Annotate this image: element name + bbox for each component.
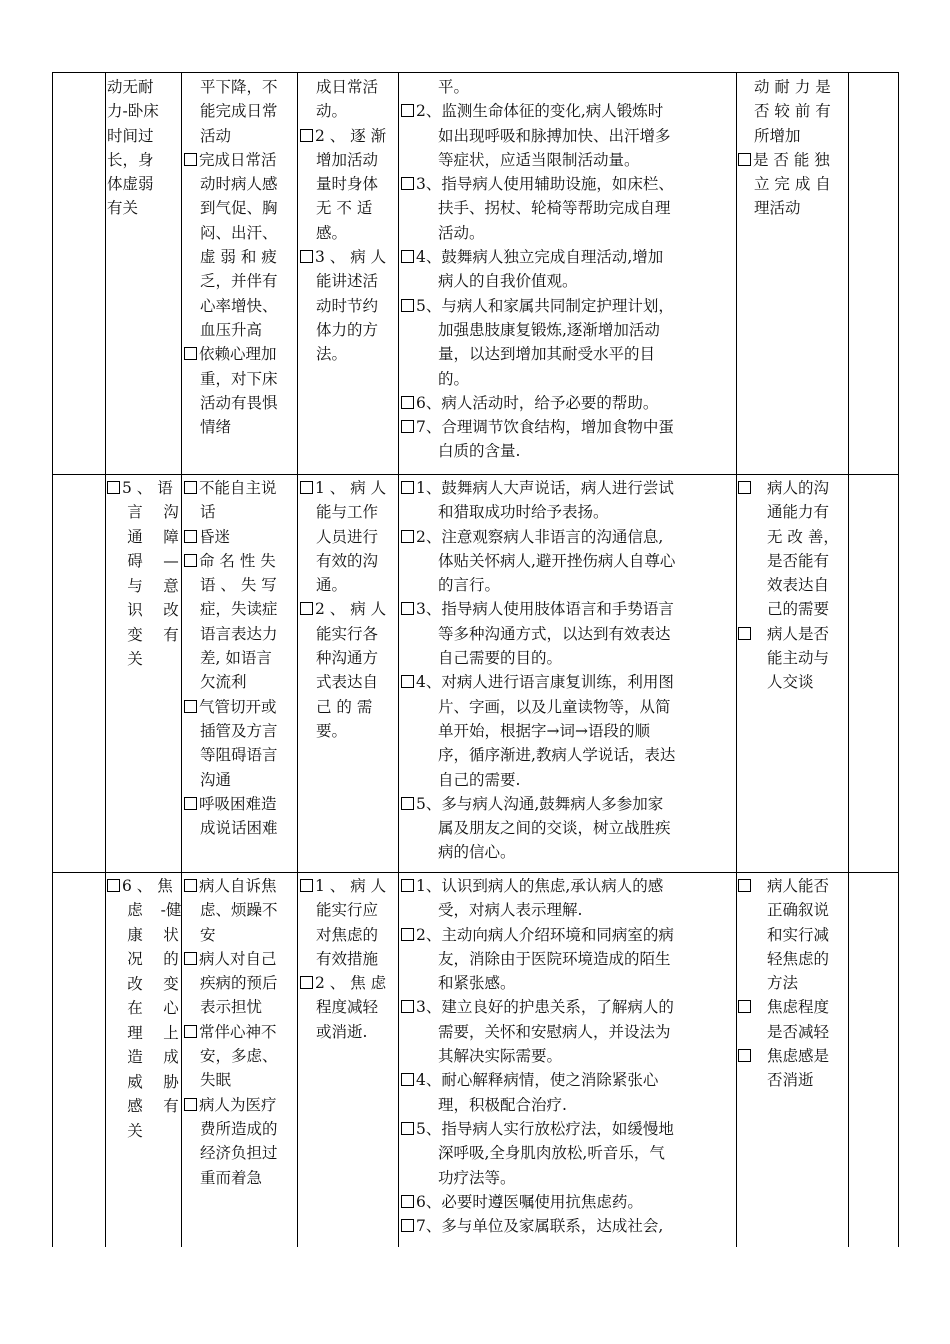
checkbox-icon <box>184 952 197 965</box>
checkbox-icon <box>401 602 414 615</box>
column-divider <box>297 72 298 1247</box>
row3-diagnosis-left: 虑 康 况 改 在 理 造 威 感 关 <box>127 901 143 1140</box>
checkbox-icon <box>401 928 414 941</box>
checkbox-icon <box>300 129 313 142</box>
checkbox-icon <box>184 1098 197 1111</box>
row3-evaluation: 病人能否 正确叙说 和实行减 轻焦虑的 方法 焦虑程度 是否减轻 焦虑感是 否消逝 <box>738 874 829 1093</box>
checkbox-icon <box>401 177 414 190</box>
checkbox-icon <box>401 250 414 263</box>
checkbox-icon <box>184 1025 197 1038</box>
row-divider <box>52 872 899 873</box>
checkbox-icon <box>738 481 751 494</box>
checkbox-icon <box>401 104 414 117</box>
row1-interventions: 平。 2、监测生命体征的变化,病人锻炼时 如出现呼吸和脉搏加快、出汗增多 等症状，应适当限制活动量。 3、指导病人使用辅助设施，如床栏、 扶手、拐杖、轮椅等帮助完成自理 活动。 4、鼓舞病人独立完成自理活动,增加 病人的自我价值观。 5、与病人和家属共同制定护理计划， 加强患肢康复锻炼,逐渐增加活动 量，以达到增加其耐受水平的目 的。 6、病人活动时，给予必要的帮助。 7、合理调节饮食结构，增加食物中蛋 白质的含量. <box>401 75 674 464</box>
checkbox-icon <box>401 530 414 543</box>
checkbox-icon <box>401 879 414 892</box>
column-divider <box>52 72 53 1247</box>
checkbox-icon <box>184 797 197 810</box>
column-divider <box>848 72 849 1247</box>
checkbox-icon <box>401 1073 414 1086</box>
checkbox-icon <box>401 420 414 433</box>
checkbox-icon <box>738 1049 751 1062</box>
checkbox-icon <box>401 1219 414 1232</box>
checkbox-icon <box>300 976 313 989</box>
checkbox-icon <box>300 602 313 615</box>
checkbox-icon <box>401 1122 414 1135</box>
row3-diagnosis-right: -健 状 的 变 心 上 成 胁 有 <box>160 901 182 1115</box>
checkbox-icon <box>738 627 751 640</box>
checkbox-icon <box>107 481 120 494</box>
checkbox-icon <box>184 700 197 713</box>
row2-diagnosis-left: 言 通 碍 与 识 变 关 <box>127 503 143 668</box>
row1-diagnosis: 动无耐 力-卧床 时间过 长，身 体虚弱 有关 <box>107 78 159 218</box>
row3-diagnosis-head: 6 、 焦 <box>107 874 173 898</box>
column-divider <box>105 72 106 1247</box>
column-divider <box>398 72 399 1247</box>
checkbox-icon <box>184 481 197 494</box>
checkbox-icon <box>184 530 197 543</box>
table-top-border <box>52 72 899 73</box>
checkbox-icon <box>184 347 197 360</box>
checkbox-icon <box>401 481 414 494</box>
row2-diagnosis-right: 沟 障 — 意 改 有 <box>163 503 179 644</box>
checkbox-icon <box>738 879 751 892</box>
checkbox-icon <box>738 1000 751 1013</box>
checkbox-icon <box>300 481 313 494</box>
checkbox-icon <box>300 879 313 892</box>
checkbox-icon <box>184 153 197 166</box>
row2-interventions: 1、鼓舞病人大声说话，病人进行尝试 和猎取成功时给予表扬。 2、注意观察病人非语言的沟通信息, 体贴关怀病人,避开挫伤病人自尊心 的言行。 3、指导病人使用肢体语言和手势语言 等多种沟通方式，以达到有效表达 自己需要的目的。 4、对病人进行语言康复训练，利用图 片、字画，以及儿童读物等，从简 单开始，根据字→词→语段的顺 序，循序渐进,教病人学说话，表达 自己的需要. 5、多与病人沟通,鼓舞病人多参加家 属及朋友之间的交谈，树立战胜疾 病的信心。 <box>401 476 675 865</box>
checkbox-icon <box>401 1000 414 1013</box>
row2-evidence: 不能自主说 话 昏迷 命 名 性 失 语 、 失 写 症，失读症 语言表达力 差, 如语言 欠流利 气管切开或 插管及方言 等阻碍语言 沟通 呼吸困难造 成说话困难 <box>184 476 278 840</box>
row1-evaluation: 动 耐 力 是 否 较 前 有 所增加 是 否 能 独 立 完 成 自 理活动 <box>738 75 831 221</box>
row1-evidence: 平下降，不 能完成日常 活动 完成日常活 动时病人感 到气促、胸 闷、出汗、 虚 弱 和 疲 乏，并伴有 心率增快、 血压升高 依赖心理加 重，对下床 活动有畏惧 情绪 <box>184 75 278 439</box>
checkbox-icon <box>300 250 313 263</box>
checkbox-icon <box>401 675 414 688</box>
row3-goals: 1 、 病 人 能实行应 对焦虑的 有效措施 2 、 焦 虑 程度减轻 或消逝. <box>300 874 386 1044</box>
row2-diagnosis-head: 5 、 语 <box>107 476 173 500</box>
row2-goals: 1 、 病 人 能与工作 人员进行 有效的沟 通。 2 、 病 人 能实行各 种沟通方 式表达自 己 的 需 要。 <box>300 476 386 743</box>
row3-interventions: 1、认识到病人的焦虑,承认病人的感 受，对病人表示理解. 2、主动向病人介绍环境和同病室的病 友，消除由于医院环境造成的陌生 和紧张感。 3、建立良好的护患关系，了解病人的 需要，关怀和安慰病人，并设法为 其解决实际需要。 4、耐心解释病情，使之消除紧张心 理，积极配合治疗. 5、指导病人实行放松疗法，如缓慢地 深呼吸,全身肌肉放松,听音乐，气 功疗法等。 6、必要时遵医嘱使用抗焦虑药。 7、多与单位及家属联系，达成社会, <box>401 874 674 1238</box>
row3-evidence: 病人自诉焦 虑、烦躁不 安 病人对自己 疾病的预后 表示担忧 常伴心神不 安，多虑、 失眠 病人为医疗 费所造成的 经济负担过 重而着急 <box>184 874 278 1190</box>
checkbox-icon <box>401 396 414 409</box>
checkbox-icon <box>184 554 197 567</box>
checkbox-icon <box>401 797 414 810</box>
column-divider <box>736 72 737 1247</box>
column-divider <box>898 72 899 1247</box>
checkbox-icon <box>184 879 197 892</box>
checkbox-icon <box>401 1195 414 1208</box>
checkbox-icon <box>738 153 751 166</box>
checkbox-icon <box>107 879 120 892</box>
row-divider <box>52 474 899 475</box>
checkbox-icon <box>401 299 414 312</box>
row1-goals: 成日常活 动。 2 、 逐 渐 增加活动 量时身体 无 不 适 感。 3 、 病 人 能讲述活 动时节约 体力的方 法。 <box>300 75 386 367</box>
row2-evaluation: 病人的沟 通能力有 无 改 善， 是否能有 效表达自 己的需要 病人是否 能主动与 人交谈 <box>738 476 839 695</box>
